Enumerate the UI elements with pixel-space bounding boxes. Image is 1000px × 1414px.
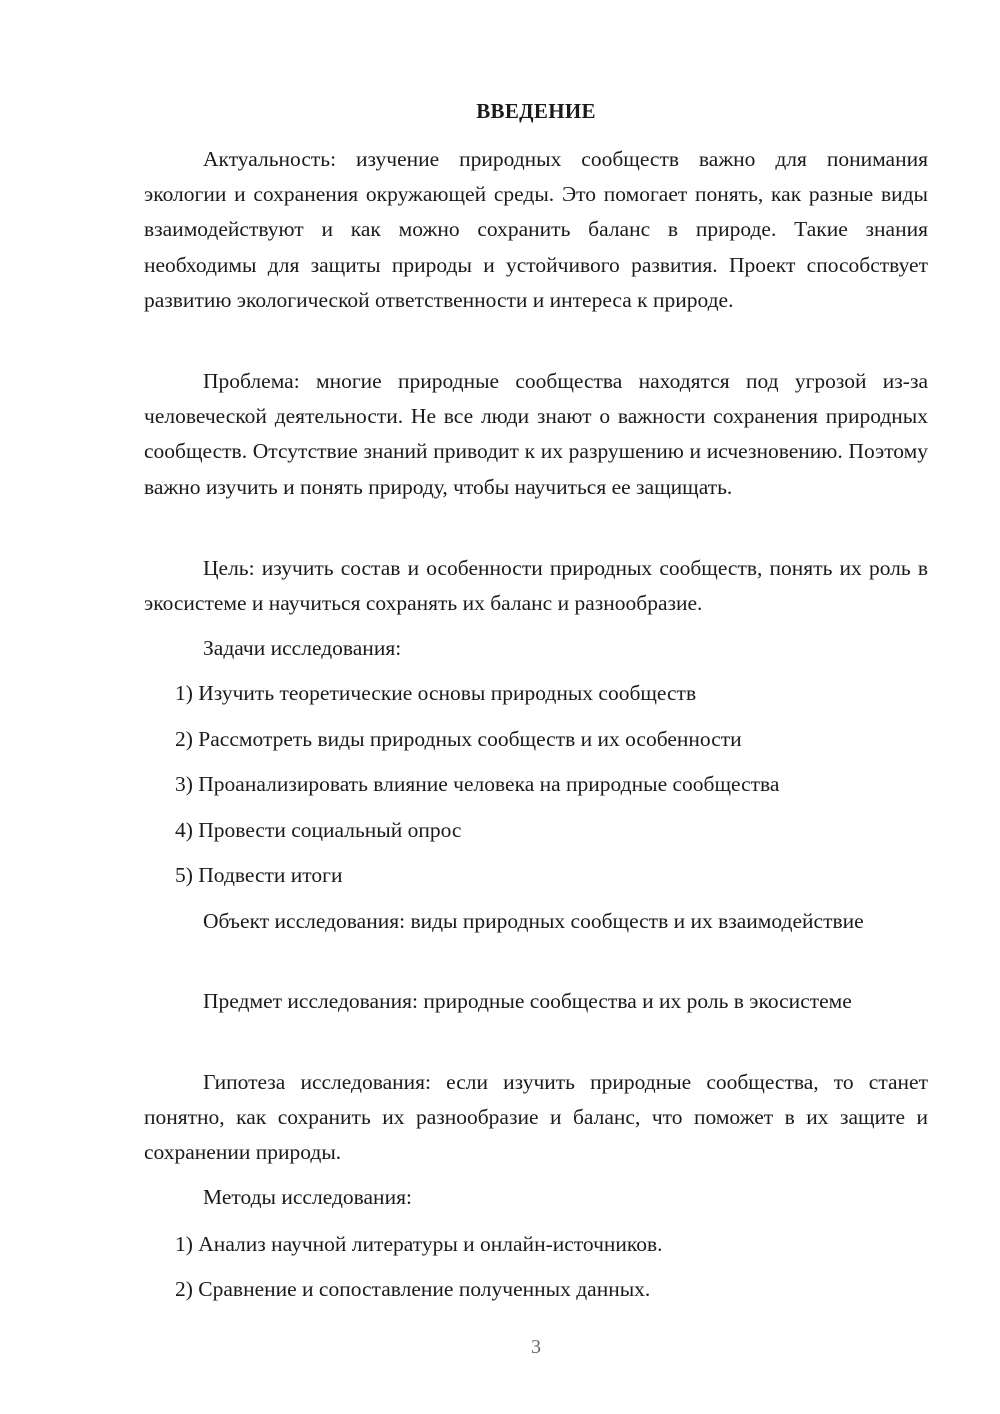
task-item-3: 3) Проанализировать влияние человека на природные сообщества [175, 772, 780, 796]
method-item-2: 2) Сравнение и сопоставление полученных данных. [175, 1277, 651, 1301]
paragraph-hypothesis: Гипотеза исследования: если изучить природные сообщества, то станет понятно, как сохранить их разнообразие и баланс, что поможет в их защите и сохранении природы. [144, 1070, 928, 1165]
paragraph-subject: Предмет исследования: природные сообщества и их роль в экосистеме [203, 989, 852, 1013]
page-title: ВВЕДЕНИЕ [476, 99, 596, 123]
task-item-2: 2) Рассмотреть виды природных сообществ и их особенности [175, 727, 742, 751]
task-item-1: 1) Изучить теоретические основы природных сообществ [175, 681, 697, 705]
page-number: 3 [531, 1336, 541, 1358]
tasks-heading: Задачи исследования: [203, 636, 402, 660]
paragraph-relevance: Актуальность: изучение природных сообществ важно для понимания экологии и сохранения окружающей среды. Это помогает понять, как разные виды взаимодействуют и как можно сохранить баланс в природе. Такие знания необходимы для защиты природы и устойчивого развития. Проект способствует развитию экологической ответственности и интереса к природе. [144, 147, 928, 312]
task-item-4: 4) Провести социальный опрос [175, 818, 462, 842]
paragraph-goal: Цель: изучить состав и особенности природных сообществ, понять их роль в экосистеме и научиться сохранять их баланс и разнообразие. [144, 556, 928, 616]
method-item-1: 1) Анализ научной литературы и онлайн-источников. [175, 1232, 663, 1256]
paragraph-problem: Проблема: многие природные сообщества находятся под угрозой из-за человеческой деятельности. Не все люди знают о важности сохранения природных сообществ. Отсутствие знаний приводит к их разрушению и исчезновению. Поэтому важно изучить и понять природу, чтобы научиться ее защищать. [144, 369, 928, 499]
task-item-5: 5) Подвести итоги [175, 863, 343, 887]
methods-heading: Методы исследования: [203, 1185, 412, 1209]
paragraph-object: Объект исследования: виды природных сообществ и их взаимодействие [203, 909, 864, 933]
